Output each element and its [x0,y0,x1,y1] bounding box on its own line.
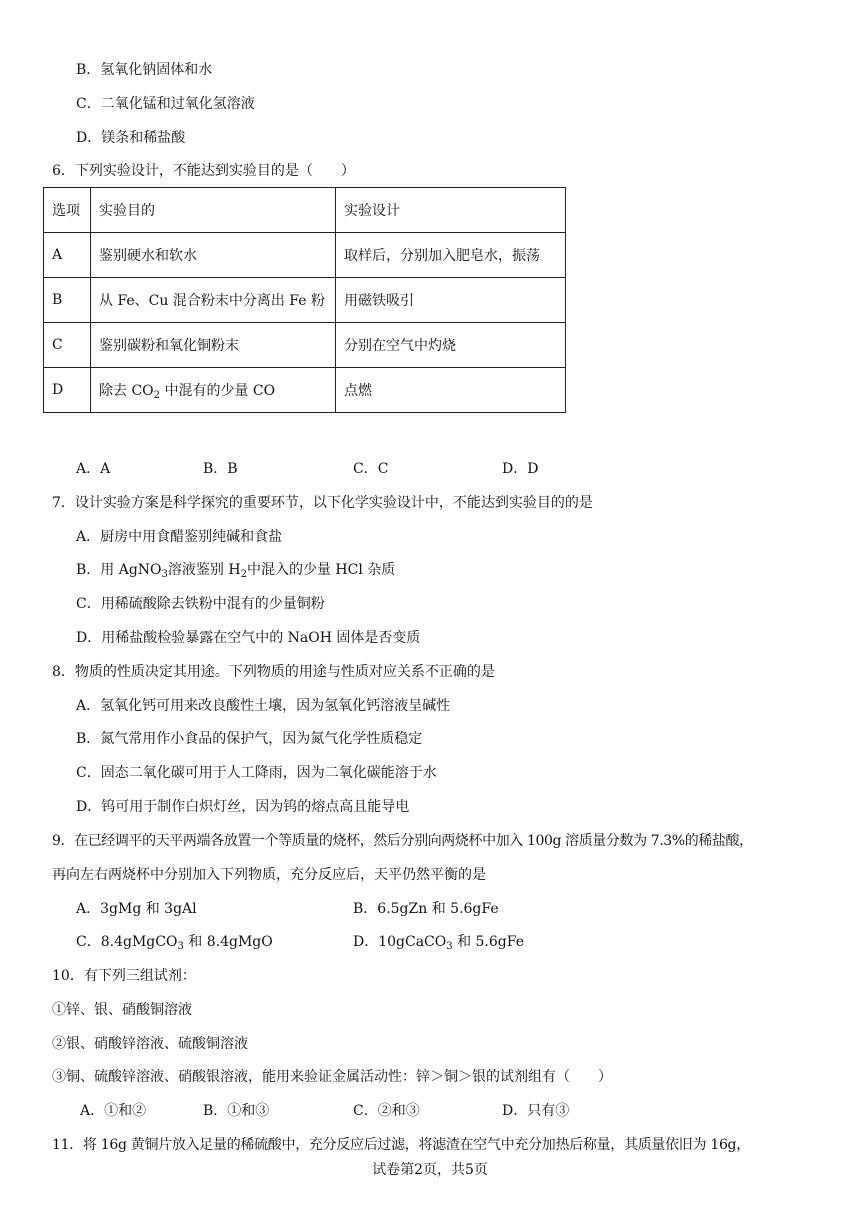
formula-text: C．8.4gMgCO [76,934,178,950]
q10-group-2: ②银、硝酸锌溶液、硫酸铜溶液 [52,1036,248,1052]
table-row [44,323,566,368]
q6-table [43,187,566,413]
formula-text: B．用 AgNO [76,562,162,578]
q5-option-b: B．氢氧化钠固体和水 [76,62,213,78]
table-row [44,368,566,413]
q6-option-b: B．B [203,461,238,477]
q7-stem: 7．设计实验方案是科学探究的重要环节，以下化学实验设计中，不能达到实验目的的是 [52,495,593,511]
formula-text: 溶液鉴别 H [167,562,241,578]
table-header-cell: 实验设计 [336,188,566,233]
q7-option-b [76,560,395,580]
q9-option-d [353,932,524,952]
q8-option-a: A．氢氧化钙可用来改良酸性土壤，因为氢氧化钙溶液呈碱性 [76,698,451,714]
formula-text: 和 8.4gMgO [183,934,273,950]
q10-stem: 10．有下列三组试剂： [52,968,196,984]
q10-option-c: C．②和③ [353,1103,420,1119]
q9-option-c [76,932,273,952]
formula-text: 中混入的少量 HCl 杂质 [246,562,396,578]
q8-option-d: D．钨可用于制作白炽灯丝，因为钨的熔点高且能导电 [76,799,410,815]
subscript: 2 [153,390,161,401]
q6-stem: 6．下列实验设计，不能达到实验目的是（ ） [52,163,355,179]
q9-stem-line2: 再向左右两烧杯中分别加入下列物质，充分反应后，天平仍然平衡的是 [52,867,486,883]
table-cell: 从 Fe、Cu 混合粉末中分离出 Fe 粉 [91,278,336,323]
subscript: 3 [446,941,453,952]
q11-stem: 11．将 16g 黄铜片放入足量的稀硫酸中，充分反应后过滤，将滤渣在空气中充分加热后称量，其质量依旧为 16g， [52,1137,750,1153]
subscript: 2 [240,569,247,580]
q6-option-d: D．D [502,461,539,477]
table-cell: A [44,233,91,278]
page-footer: 试卷第2页，共5页 [372,1162,488,1178]
q6-option-a: A．A [76,461,111,477]
table-cell: B [44,278,91,323]
q9-option-b: B．6.5gZn 和 5.6gFe [353,901,499,917]
q8-stem: 8．物质的性质决定其用途。下列物质的用途与性质对应关系不正确的是 [52,664,495,680]
table-cell: 分别在空气中灼烧 [336,323,566,368]
q8-option-b: B．氮气常用作小食品的保护气，因为氮气化学性质稳定 [76,731,423,747]
table-row [44,188,566,233]
table-cell: 鉴别硬水和软水 [91,233,336,278]
formula-text: 中混有的少量 CO [160,383,276,399]
q10-option-a: A．①和② [80,1103,147,1119]
table-row [44,278,566,323]
table-header-cell: 选项 [44,188,91,233]
table-cell: D [44,368,91,413]
formula-text: 和 5.6gFe [452,934,524,950]
table-header-cell: 实验目的 [91,188,336,233]
q5-option-d: D．镁条和稀盐酸 [76,130,186,146]
table-row [44,233,566,278]
formula-text: 除去 CO [99,383,154,399]
table-cell: C [44,323,91,368]
q5-option-c: C．二氧化锰和过氧化氢溶液 [76,96,255,112]
q10-group-3: ③铜、硫酸锌溶液、硝酸银溶液，能用来验证金属活动性：锌＞铜＞银的试剂组有（ ） [52,1069,612,1085]
q6-option-c: C．C [353,461,389,477]
q7-option-d: D．用稀盐酸检验暴露在空气中的 NaOH 固体是否变质 [76,630,421,646]
q9-stem-line1: 9．在已经调平的天平两端各放置一个等质量的烧杯，然后分别向两烧杯中加入 100g 溶质量分数为 7.3%的稀盐酸， [52,833,753,849]
q10-option-d: D．只有③ [502,1103,570,1119]
subscript: 3 [177,941,184,952]
q9-option-a: A．3gMg 和 3gAl [76,901,197,917]
q8-option-c: C．固态二氧化碳可用于人工降雨，因为二氧化碳能溶于水 [76,765,437,781]
table-cell: 点燃 [336,368,566,413]
q10-option-b: B．①和③ [203,1103,270,1119]
table-cell [91,368,336,413]
q7-option-a: A．厨房中用食醋鉴别纯碱和食盐 [76,529,283,545]
subscript: 3 [161,569,168,580]
formula-text: D．10gCaCO [353,934,447,950]
table-cell: 取样后，分别加入肥皂水，振荡 [336,233,566,278]
q10-group-1: ①锌、银、硝酸铜溶液 [52,1002,192,1018]
q7-option-c: C．用稀硫酸除去铁粉中混有的少量铜粉 [76,596,325,612]
table-cell: 用磁铁吸引 [336,278,566,323]
table-cell: 鉴别碳粉和氧化铜粉末 [91,323,336,368]
